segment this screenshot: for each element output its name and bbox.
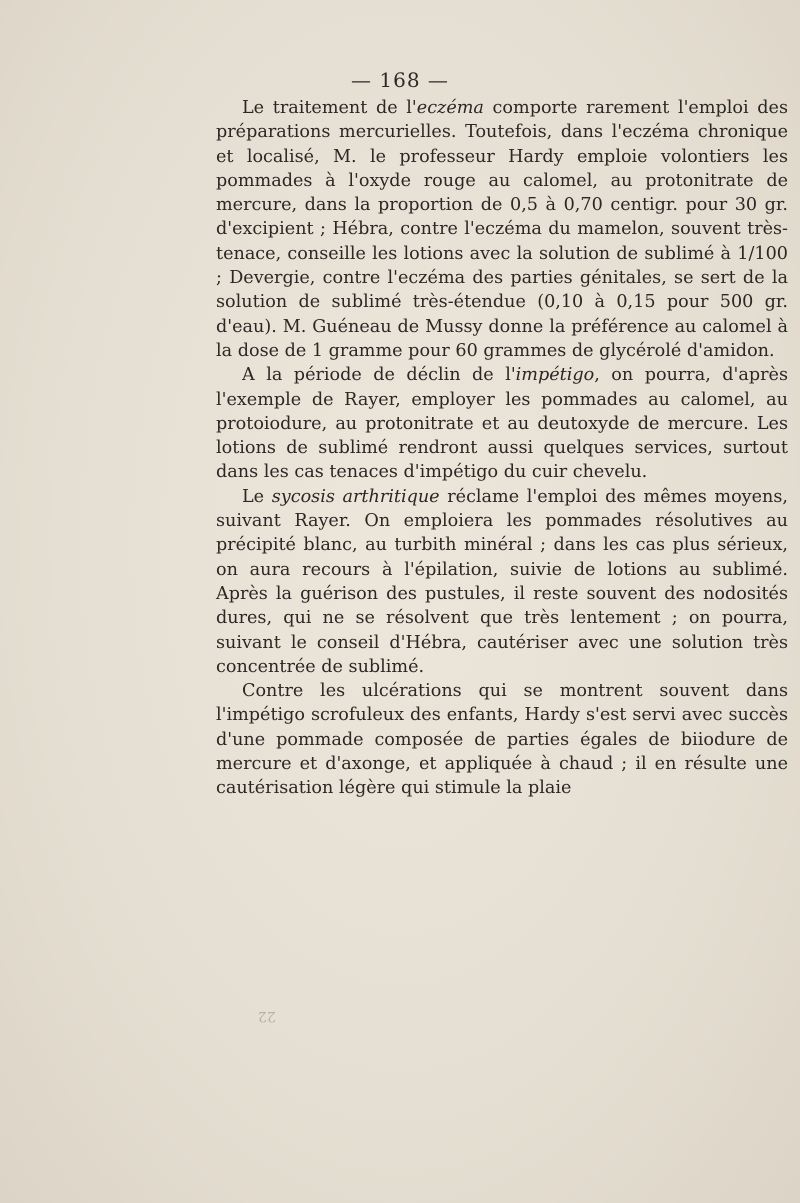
text-run: Le: [242, 486, 272, 507]
text-run: Contre les ulcérations qui se montrent souvent dans l'impétigo scrofuleux des enfants, Hardy s'est servi avec succès d'une pommade composée de parties égales de biiodure de mercure et d'axonge, et appliquée à chaud ; il en résulte une cautérisation légère qui stimule la plaie: [216, 681, 788, 799]
signature-mark: 22: [258, 1008, 276, 1024]
italic-term-impetigo: impétigo: [515, 365, 595, 386]
italic-term-sycosis: sycosis arthritique: [271, 486, 440, 507]
paragraph-eczema: [216, 96, 788, 363]
text-run: Le traitement de l': [242, 98, 417, 118]
paragraph-sycosis: [216, 485, 788, 679]
paragraph-ulcerations: [216, 679, 788, 800]
text-run: réclame l'emploi des mêmes moyens, suivant Rayer. On emploiera les pommades résolutives au précipité blanc, au turbith minéral ; dans les cas plus sérieux, on aura recours à l'épilation, suivie de lotions au sublimé. Après la guérison des pustules, il reste souvent des nodosités dures, qui ne se résolvent que très lentement ; on pourra, suivant le conseil d'Hébra, cautériser avec une solution très concentrée de sublimé.: [216, 486, 788, 677]
body-text: [216, 96, 788, 801]
text-run: A la période de déclin de l': [242, 365, 516, 386]
text-run: comporte rarement l'emploi des préparations mercurielles. Toutefois, dans l'eczéma chronique et localisé, M. le professeur Hardy emploie volontiers les pommades à l'oxyde rouge au calomel, au protonitrate de mercure, dans la proportion de 0,5 à 0,70 centigr. pour 30 gr. d'excipient ; Hébra, contre l'eczéma du mamelon, souvent très-tenace, conseille les lotions avec la solution de sublimé à 1/100 ; Devergie, contre l'eczéma des parties génitales, se sert de la solution de sublimé très-étendue (0,10 à 0,15 pour 500 gr. d'eau). M. Guéneau de Mussy donne la préférence au calomel à la dose de 1 gramme pour 60 grammes de glycérolé d'amidon.: [216, 98, 788, 361]
page-number: — 168 —: [351, 68, 449, 92]
text-run: , on pourra, d'après l'exemple de Rayer, employer les pommades au calomel, au protoiodure, au protonitrate et au deutoxyde de mercure. Les lotions de sublimé rendront aussi quelques services, surtout dans les cas tenaces d'impétigo du cuir chevelu.: [216, 365, 788, 483]
italic-term-eczema: eczéma: [416, 98, 484, 118]
paragraph-impetigo: [216, 363, 788, 484]
